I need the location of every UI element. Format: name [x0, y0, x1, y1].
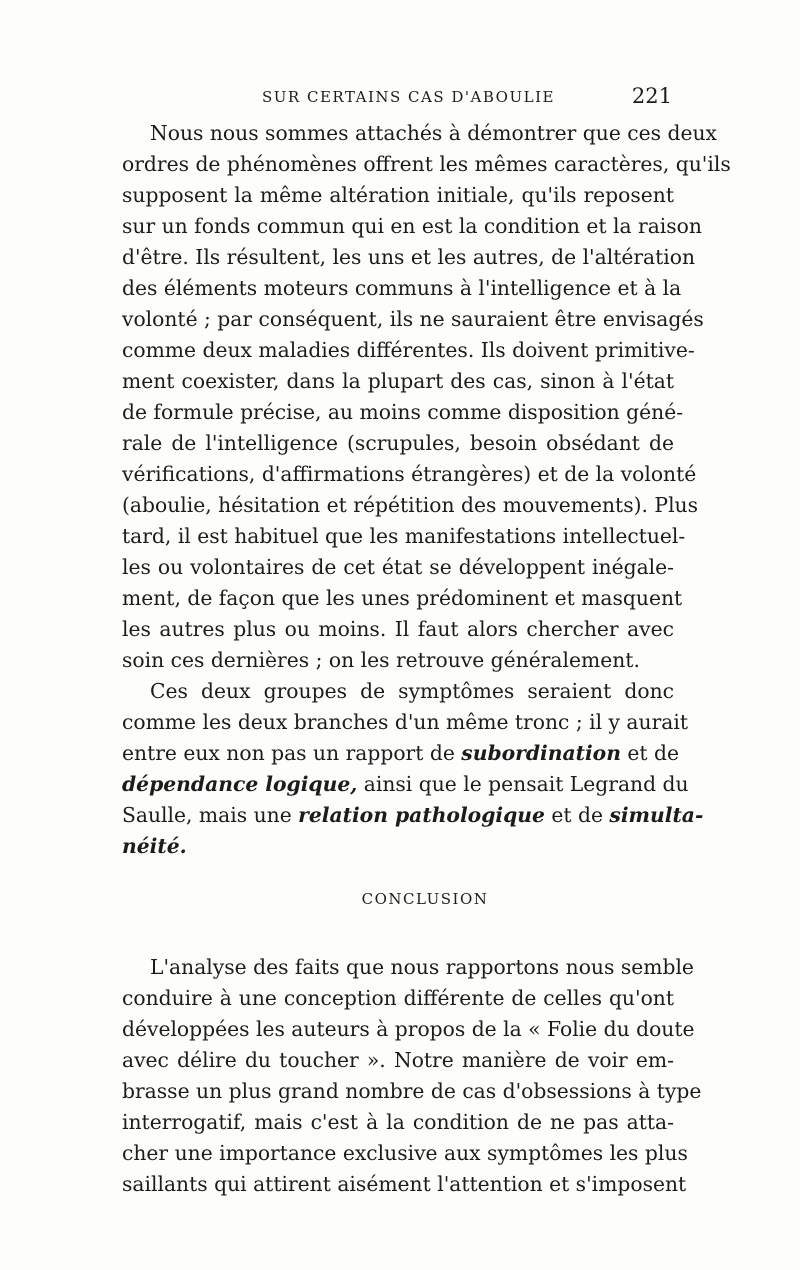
text-line: les autres plus ou moins. Il faut alors chercher avec [122, 617, 674, 641]
text-line: comme deux maladies différentes. Ils doivent primitive- [122, 338, 695, 362]
text-line: sur un fonds commun qui en est la condition et la raison [122, 214, 702, 238]
text-line: (aboulie, hésitation et répétition des mouvements). Plus [122, 493, 699, 517]
text-line [122, 800, 704, 831]
text-line: cher une importance exclusive aux symptômes les plus [122, 1141, 688, 1165]
text-run: entre eux non pas un rapport de [122, 741, 462, 765]
paragraph-1 [122, 118, 731, 676]
italic-term-simultaneite: simulta- [609, 803, 704, 827]
paragraph-3 [122, 952, 702, 1200]
text-line: brasse un plus grand nombre de cas d'obsessions à type [122, 1079, 702, 1103]
text-line: ment, de façon que les unes prédominent et masquent [122, 586, 683, 610]
italic-term-subordination: subordination [461, 741, 621, 765]
text-line: rale de l'intelligence (scrupules, besoin obsédant de [122, 431, 674, 455]
text-line: interrogatif, mais c'est à la condition de ne pas atta- [122, 1110, 674, 1134]
text-line: d'être. Ils résultent, les uns et les autres, de l'altération [122, 245, 696, 269]
italic-term-relation: relation pathologique [298, 803, 545, 827]
text-run: ainsi que le pensait Legrand du [357, 772, 689, 796]
text-line: comme les deux branches d'un même tronc ; il y aurait [122, 710, 689, 734]
text-line: saillants qui attirent aisément l'attention et s'imposent [122, 1172, 687, 1196]
text-line: L'analyse des faits que nous rapportons nous semble [150, 955, 694, 979]
text-line: supposent la même altération initiale, qu'ils reposent [122, 183, 674, 207]
text-run: Saulle, mais une [122, 803, 299, 827]
text-line [122, 831, 674, 862]
italic-term-simultaneite-end: néité. [122, 834, 187, 858]
text-line: des éléments moteurs communs à l'intelligence et à la [122, 276, 682, 300]
text-line: avec délire du toucher ». Notre manière de voir em- [122, 1048, 674, 1072]
running-head [122, 84, 674, 118]
text-line: soin ces dernières ; on les retrouve généralement. [122, 648, 640, 672]
page-number: 221 [631, 84, 672, 108]
text-line: de formule précise, au moins comme disposition géné- [122, 400, 684, 424]
text-line: développées les auteurs à propos de la « Folie du doute [122, 1017, 695, 1041]
text-line: les ou volontaires de cet état se développent inégale- [122, 555, 674, 579]
text-line: tard, il est habituel que les manifestations intellectuel- [122, 524, 686, 548]
text-line [122, 769, 689, 800]
italic-term-dependance: dépendance logique, [122, 772, 358, 796]
book-page [122, 84, 731, 1200]
text-line: volonté ; par conséquent, ils ne sauraient être envisagés [122, 307, 704, 331]
text-line: conduire à une conception différente de celles qu'ont [122, 986, 674, 1010]
text-run: et de [544, 803, 610, 827]
text-line: ment coexister, dans la plupart des cas, sinon à l'état [122, 369, 674, 393]
text-run: et de [620, 741, 680, 765]
text-line: vérifications, d'affirmations étrangères) et de la volonté [122, 462, 697, 486]
text-line: ordres de phénomènes offrent les mêmes caractères, qu'ils [122, 152, 731, 176]
paragraph-2 [122, 676, 704, 862]
text-line: Ces deux groupes de symptômes seraient donc [150, 679, 674, 703]
section-heading: CONCLUSION [361, 890, 489, 908]
running-title: SUR CERTAINS CAS D'ABOULIE [262, 88, 555, 106]
text-line [122, 738, 680, 769]
text-line: Nous nous sommes attachés à démontrer que ces deux [150, 121, 717, 145]
